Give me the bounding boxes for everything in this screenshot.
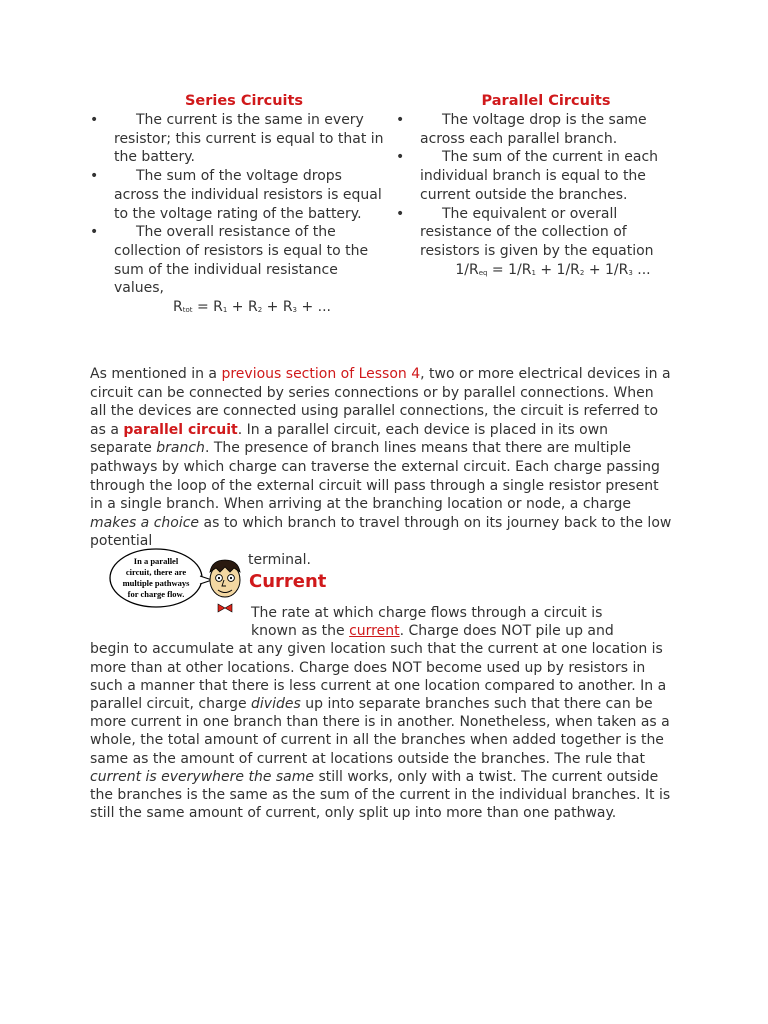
- current-section: [90, 568, 674, 822]
- series-bullet-2: • The sum of the voltage drops across the individual resistors is equal to the voltage rating of the battery.: [90, 167, 390, 223]
- current-heading: Current: [249, 571, 327, 592]
- parallel-bullets: [396, 111, 686, 261]
- parallel-column: [396, 92, 686, 282]
- parallel-circuit-term: parallel circuit: [123, 421, 238, 438]
- parallel-formula: 1/Req = 1/R1 + 1/R2 + 1/R3 ...: [455, 261, 651, 278]
- bubble-line-2: circuit, there are: [125, 567, 187, 577]
- series-column: [90, 92, 390, 320]
- bubble-line-4: for charge flow.: [127, 589, 185, 599]
- bubble-line-3: multiple pathways: [122, 578, 190, 588]
- series-title: Series Circuits: [184, 93, 304, 109]
- bubble-line-1: In a parallel: [133, 556, 179, 566]
- previous-section-link[interactable]: previous section of Lesson 4: [221, 366, 421, 382]
- current-link[interactable]: current: [349, 623, 400, 640]
- series-formula: Rtot = R1 + R2 + R3 + ...: [173, 299, 331, 316]
- series-bullets: [90, 111, 390, 298]
- current-paragraph: The rate at which charge flows through a circuit is known as the current. Charge does NOT pile up and begin to accumulate at any given location such that the current at one location is more than at other locations. Charge does NOT become used up by resistors in such a manner that there is less current at one location compared to another. In a parallel circuit, charge divides up into separate branches such that there can be more current in one branch than there is in another. Nonetheless, when taken as a whole, the total amount of current in all the branches when added together is the same as the amount of current at locations outside the branches. The rule that current is everywhere the same still works, only with a twist. The current outside the branches is the same as the sum of the current in the individual branches. It is still the same amount of current, only split up into more than one pathway.: [90, 605, 671, 822]
- series-bullet-3: • The overall resistance of the collection of resistors is equal to the sum of the individual resistance values,: [90, 223, 390, 298]
- intro-last-line: terminal.: [248, 551, 311, 568]
- intro-paragraph: As mentioned in a previous section of Lesson 4, two or more electrical devices in a circuit can be connected by series connections or by parallel connections. When all the devices are connected using parallel connections, the circuit is referred to as a parallel circuit. In a parallel circuit, each device is placed in its own separate branch. The presence of branch lines means that there are multiple pathways by which charge can traverse the external circuit. Each charge passing through the loop of the external circuit will pass through a single resistor present in a single branch. When arriving at the branching location or node, a charge makes a choice as to which branch to travel through on its journey back to the low potential terminal.: [90, 365, 674, 570]
- series-bullet-1: • The current is the same in every resistor; this current is equal to that in the battery.: [90, 111, 390, 167]
- parallel-title: Parallel Circuits: [481, 93, 611, 109]
- parallel-bullet-1: • The voltage drop is the same across each parallel branch.: [396, 111, 686, 148]
- parallel-bullet-2: • The sum of the current in each individual branch is equal to the current outside the branches.: [396, 148, 686, 204]
- parallel-bullet-3: • The equivalent or overall resistance of the collection of resistors is given by the equation: [396, 205, 686, 261]
